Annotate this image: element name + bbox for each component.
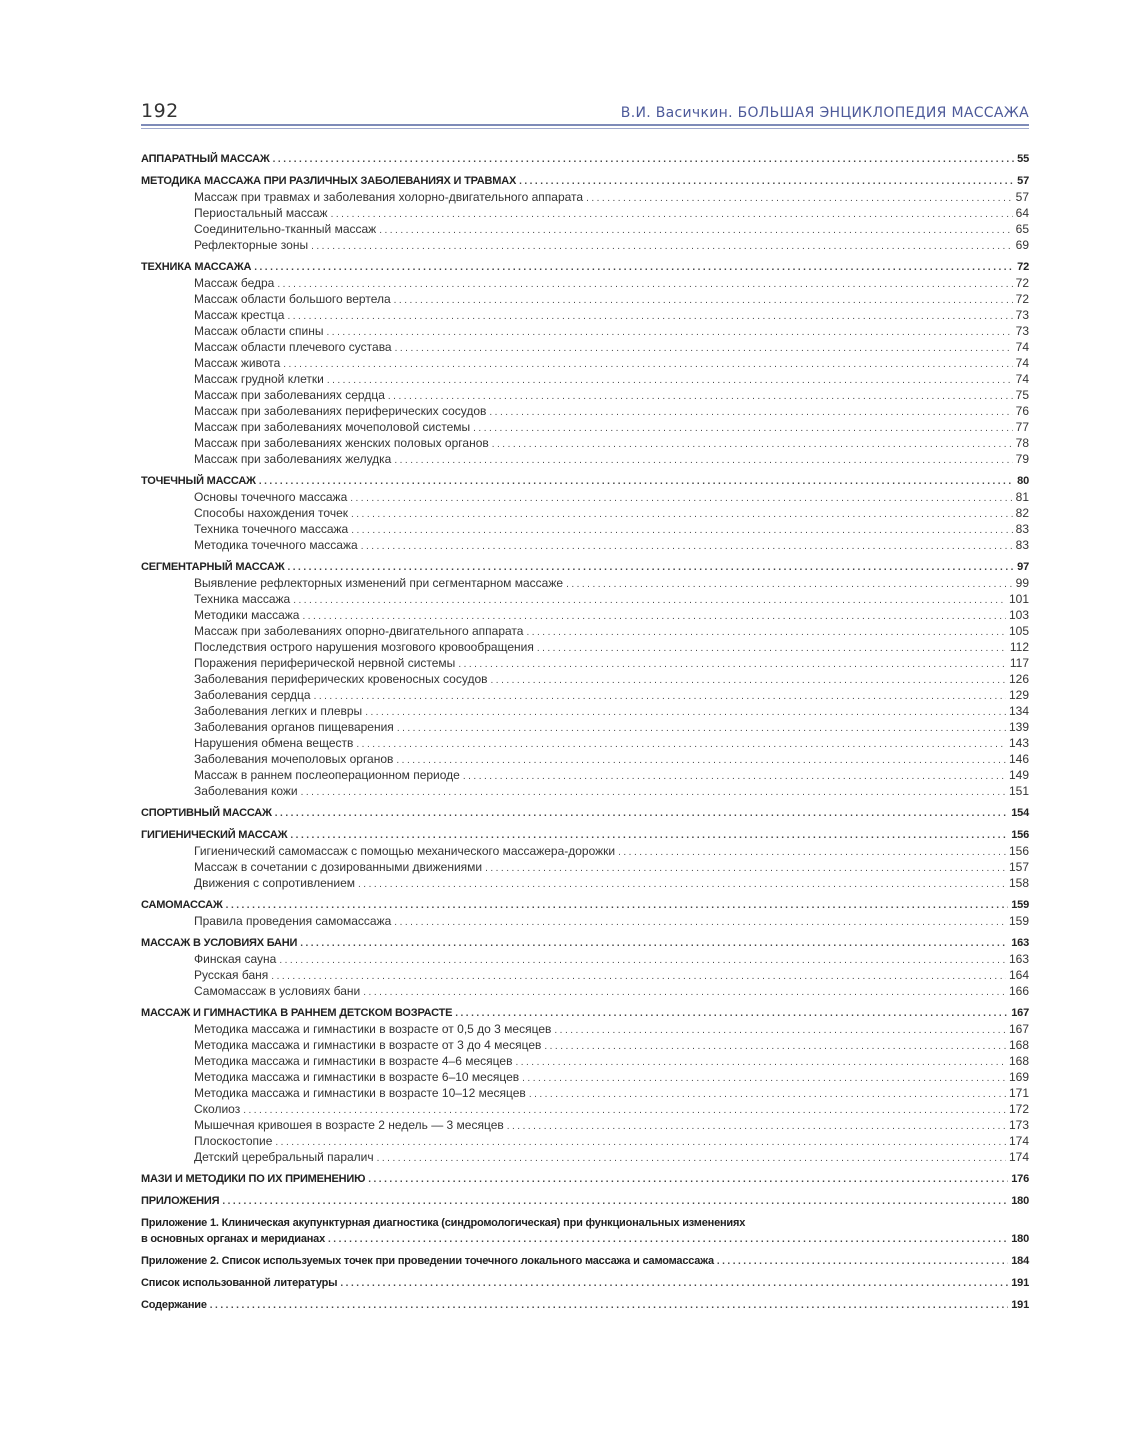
header-rule-thin [141,128,1029,129]
toc-entry [141,1215,1029,1231]
toc-entry-page: 74 [1015,372,1029,386]
toc-subentry [141,1021,1029,1037]
toc-entry-page: 75 [1015,388,1029,402]
toc-entry-title: Массаж при травмах и заболевания холорно-двигательного аппарата [194,190,584,204]
toc-subentry [141,1101,1029,1117]
toc-entry-title: Массаж области спины [194,324,324,338]
toc-entry [141,473,1029,489]
toc-subentry [141,435,1029,451]
toc-subentry [141,671,1029,687]
toc-subentry [141,1117,1029,1133]
toc-subentry [141,537,1029,553]
toc-entry-page: 73 [1015,308,1029,322]
toc-subentry [141,205,1029,221]
toc-entry-page: 64 [1015,206,1029,220]
toc-entry-title: ПРИЛОЖЕНИЯ [141,1195,220,1207]
toc-entry-page: 73 [1015,324,1029,338]
toc-entry-page: 126 [1008,672,1029,686]
dot-leader [363,983,1006,1001]
dot-leader [226,897,1009,914]
toc-entry-page: 163 [1008,952,1029,966]
toc-entry-page: 57 [1015,190,1029,204]
toc-entry-title: Детский церебральный паралич [194,1150,374,1164]
toc-subentry [141,451,1029,467]
toc-entry-page: 166 [1008,984,1029,998]
toc-entry-page: 164 [1008,968,1029,982]
toc-entry-page: 78 [1015,436,1029,450]
toc-entry [141,1253,1029,1269]
toc-subentry [141,307,1029,323]
toc-entry-title: Последствия острого нарушения мозгового кровообращения [194,640,534,654]
toc-subentry [141,1069,1029,1085]
toc-entry-page: 82 [1015,506,1029,520]
header-rule [141,124,1029,126]
toc-entry-page: 172 [1008,1102,1029,1116]
toc-entry-page: 139 [1008,720,1029,734]
dot-leader [519,173,1014,190]
toc-subentry [141,751,1029,767]
toc-entry-title: Способы нахождения точек [194,506,348,520]
toc-subentry [141,859,1029,875]
toc-entry [141,559,1029,575]
toc-entry [141,805,1029,821]
toc-subentry [141,1053,1029,1069]
toc-subentry [141,339,1029,355]
toc-subentry [141,591,1029,607]
toc-subentry [141,639,1029,655]
toc-entry-title: МАССАЖ В УСЛОВИЯХ БАНИ [141,937,298,949]
toc-entry [141,935,1029,951]
dot-leader [311,237,1013,255]
toc-entry-title: Плоскостопие [194,1134,273,1148]
toc-entry-page: 74 [1015,356,1029,370]
toc-entry-title: Методика массажа и гимнастики в возрасте 6–10 месяцев [194,1070,520,1084]
toc-subentry [141,371,1029,387]
toc-subentry [141,951,1029,967]
dot-leader [287,559,1014,576]
toc-entry-title: ТОЧЕЧНЫЙ МАССАЖ [141,475,256,487]
toc-entry-title: Содержание [141,1299,207,1311]
toc-entry-page: 112 [1009,640,1029,654]
toc-entry-title: Заболевания сердца [194,688,311,702]
toc-entry [141,827,1029,843]
toc-entry-title: Техника точечного массажа [194,522,349,536]
toc-entry-title: Методика массажа и гимнастики в возрасте 10–12 месяцев [194,1086,526,1100]
toc-entry-title: Основы точечного массажа [194,490,348,504]
toc-subentry [141,875,1029,891]
toc-entry-page: 72 [1015,292,1029,306]
toc-entry-page: 79 [1015,452,1029,466]
toc-entry-page: 57 [1017,175,1029,187]
dot-leader [328,1231,1008,1248]
toc-entry-title: Сколиоз [194,1102,241,1116]
toc-subentry [141,1133,1029,1149]
toc-entry [141,1297,1029,1313]
toc-entry-page: 103 [1008,608,1029,622]
toc-subentry [141,687,1029,703]
toc-entry-title: Список использованной литературы [141,1277,338,1289]
toc-entry-page: 69 [1015,238,1029,252]
toc-entry-page: 55 [1017,153,1029,165]
toc-subentry [141,505,1029,521]
toc-entry-page: 159 [1008,914,1029,928]
toc-entry-title: Русская баня [194,968,269,982]
toc-subentry [141,403,1029,419]
toc-entry-page: 171 [1008,1086,1029,1100]
toc-entry-title: СПОРТИВНЫЙ МАССАЖ [141,807,272,819]
toc-entry-page: 157 [1008,860,1029,874]
toc-entry-page: 156 [1011,829,1029,841]
toc-entry-page: 154 [1011,807,1029,819]
toc-entry-title: Нарушения обмена веществ [194,736,354,750]
toc-entry-page: 149 [1008,768,1029,782]
toc-entry-title: Приложение 1. Клиническая акупунктурная диагностика (синдромологическая) при функциональных изменениях [141,1217,746,1229]
toc-entry-title: Массаж области плечевого сустава [194,340,392,354]
toc-entry-title: Заболевания мочеполовых органов [194,752,394,766]
toc-entry-title: МЕТОДИКА МАССАЖА ПРИ РАЗЛИЧНЫХ ЗАБОЛЕВАНИЯХ И ТРАВМАХ [141,175,517,187]
toc-subentry [141,355,1029,371]
dot-leader [210,1297,1008,1314]
dot-leader [300,935,1008,952]
toc-entry-page: 151 [1008,784,1029,798]
toc-subentry [141,783,1029,799]
toc-entry-title: Заболевания периферических кровеносных сосудов [194,672,488,686]
dot-leader [394,451,1012,469]
toc-subentry [141,607,1029,623]
toc-entry-title: АППАРАТНЫЙ МАССАЖ [141,153,270,165]
toc-entry-title: Периостальный массаж [194,206,328,220]
toc-entry [141,1171,1029,1187]
toc-subentry [141,1149,1029,1165]
toc-subentry [141,237,1029,253]
toc-entry-title: Массаж при заболеваниях периферических сосудов [194,404,487,418]
toc-entry-page: 184 [1011,1255,1029,1267]
toc-entry-title: Гигиенический самомассаж с помощью механического массажера-дорожки [194,844,616,858]
toc-entry-title: Поражения периферической нервной системы [194,656,456,670]
toc-entry-page: 180 [1011,1195,1029,1207]
toc-entry-page: 72 [1017,261,1029,273]
toc-entry-page: 173 [1008,1118,1029,1132]
toc-entry-page: 72 [1015,276,1029,290]
toc-subentry [141,735,1029,751]
toc-entry-title: САМОМАССАЖ [141,899,223,911]
page-number: 192 [141,100,179,122]
toc-subentry [141,623,1029,639]
toc-entry-page: 174 [1008,1150,1029,1164]
toc-entry-title: в основных органах и меридианах [141,1233,326,1245]
toc-entry-title: Методика точечного массажа [194,538,358,552]
toc-subentry [141,419,1029,435]
dot-leader [717,1253,1008,1270]
toc-entry-page: 169 [1008,1070,1029,1084]
toc-entry-page: 167 [1008,1022,1029,1036]
dot-leader [254,259,1014,276]
toc-subentry [141,703,1029,719]
toc-subentry [141,489,1029,505]
toc-subentry [141,275,1029,291]
toc-entry-title: СЕГМЕНТАРНЫЙ МАССАЖ [141,561,285,573]
dot-leader [259,473,1014,490]
toc-entry-title: Методика массажа и гимнастики в возрасте от 0,5 до 3 месяцев [194,1022,552,1036]
toc-entry-continuation [141,1231,1029,1247]
toc-entry-page: 168 [1008,1054,1029,1068]
toc-entry-page: 143 [1008,736,1029,750]
toc-entry-title: Мышечная кривошея в возрасте 2 недель — 3 месяцев [194,1118,504,1132]
dot-leader [455,1005,1008,1022]
toc-entry-title: Техника массажа [194,592,291,606]
running-title: В.И. Васичкин. БОЛЬШАЯ ЭНЦИКЛОПЕДИЯ МАССАЖА [620,105,1029,121]
toc-entry-title: Соединительно-тканный массаж [194,222,377,236]
toc-entry-title: Массаж в сочетании с дозированными движениями [194,860,483,874]
toc-entry [141,897,1029,913]
toc-entry-title: Массаж при заболеваниях сердца [194,388,385,402]
toc-entry-title: Массаж бедра [194,276,275,290]
toc-entry-title: Рефлекторные зоны [194,238,309,252]
toc-subentry [141,843,1029,859]
toc-entry-title: Массаж при заболеваниях женских половых органов [194,436,489,450]
dot-leader [368,1171,1008,1188]
toc-entry-page: 74 [1015,340,1029,354]
toc-entry-page: 167 [1011,1007,1029,1019]
toc-entry-page: 77 [1015,420,1029,434]
toc-entry [141,1005,1029,1021]
toc-entry-page: 129 [1008,688,1029,702]
toc-entry-page: 83 [1015,538,1029,552]
toc-subentry [141,575,1029,591]
toc-entry-title: Выявление рефлекторных изменений при сегментарном массаже [194,576,564,590]
toc-entry-title: Приложение 2. Список используемых точек при проведении точечного локального массажа и самомассажа [141,1255,714,1267]
toc-entry-title: Правила проведения самомассажа [194,914,392,928]
dot-leader [361,537,1013,555]
toc-entry-title: Заболевания органов пищеварения [194,720,394,734]
toc-entry-page: 105 [1008,624,1029,638]
toc-entry-page: 176 [1011,1173,1029,1185]
toc-subentry [141,189,1029,205]
toc-entry [141,151,1029,167]
toc-entry-title: Массаж живота [194,356,281,370]
dot-leader [301,783,1006,801]
dot-leader [394,913,1006,931]
toc-entry-page: 159 [1011,899,1029,911]
dot-leader [377,1149,1006,1167]
toc-entry-title: Массаж грудной клетки [194,372,324,386]
dot-leader [275,805,1008,822]
toc-entry-page: 163 [1011,937,1029,949]
toc-subentry [141,767,1029,783]
toc-subentry [141,967,1029,983]
toc-subentry [141,323,1029,339]
toc-entry-title: Движения с сопротивлением [194,876,356,890]
toc-entry-title: Массаж крестца [194,308,285,322]
toc-entry-title: Методика массажа и гимнастики в возрасте от 3 до 4 месяцев [194,1038,542,1052]
toc-entry-page: 99 [1015,576,1029,590]
toc-subentry [141,387,1029,403]
toc-entry-page: 80 [1017,475,1029,487]
toc-entry-page: 117 [1009,656,1029,670]
dot-leader [290,827,1008,844]
toc-entry-page: 97 [1017,561,1029,573]
dot-leader [340,1275,1008,1292]
toc-entry-page: 158 [1008,876,1029,890]
toc-subentry [141,291,1029,307]
toc-entry-title: ТЕХНИКА МАССАЖА [141,261,252,273]
toc-entry-title: ГИГИЕНИЧЕСКИЙ МАССАЖ [141,829,288,841]
toc-entry-page: 156 [1008,844,1029,858]
toc-entry-title: Заболевания кожи [194,784,298,798]
toc-subentry [141,521,1029,537]
table-of-contents [141,151,1029,1313]
toc-entry-title: Массаж области большого вертела [194,292,391,306]
toc-entry-page: 180 [1011,1233,1029,1245]
toc-subentry [141,1085,1029,1101]
toc-entry [141,259,1029,275]
dot-leader [273,151,1015,168]
toc-subentry [141,983,1029,999]
toc-entry-title: Заболевания легких и плевры [194,704,363,718]
toc-entry-page: 81 [1015,490,1029,504]
toc-subentry [141,913,1029,929]
toc-entry-page: 83 [1015,522,1029,536]
toc-subentry [141,719,1029,735]
toc-entry-page: 191 [1011,1299,1029,1311]
dot-leader [358,875,1006,893]
dot-leader [222,1193,1008,1210]
toc-entry [141,1275,1029,1291]
toc-entry-title: Методики массажа [194,608,300,622]
toc-subentry [141,1037,1029,1053]
toc-entry-page: 191 [1011,1277,1029,1289]
toc-entry-title: МАССАЖ И ГИМНАСТИКА В РАННЕМ ДЕТСКОМ ВОЗРАСТЕ [141,1007,453,1019]
toc-entry-title: Массаж при заболеваниях опорно-двигательного аппарата [194,624,524,638]
toc-entry-title: Самомассаж в условиях бани [194,984,361,998]
toc-entry-title: Массаж в раннем послеоперационном периоде [194,768,460,782]
toc-entry-title: Методика массажа и гимнастики в возрасте 4–6 месяцев [194,1054,513,1068]
toc-entry-page: 134 [1008,704,1029,718]
toc-entry-title: Массаж при заболеваниях желудка [194,452,392,466]
toc-entry-title: МАЗИ И МЕТОДИКИ ПО ИХ ПРИМЕНЕНИЮ [141,1173,366,1185]
toc-subentry [141,221,1029,237]
toc-entry [141,1193,1029,1209]
toc-entry-title: Финская сауна [194,952,277,966]
toc-entry [141,173,1029,189]
toc-entry-page: 76 [1015,404,1029,418]
toc-subentry [141,655,1029,671]
toc-entry-page: 65 [1015,222,1029,236]
toc-entry-page: 168 [1008,1038,1029,1052]
toc-entry-page: 101 [1008,592,1029,606]
toc-entry-title: Массаж при заболеваниях мочеполовой системы [194,420,471,434]
toc-entry-page: 146 [1008,752,1029,766]
toc-entry-page: 174 [1008,1134,1029,1148]
